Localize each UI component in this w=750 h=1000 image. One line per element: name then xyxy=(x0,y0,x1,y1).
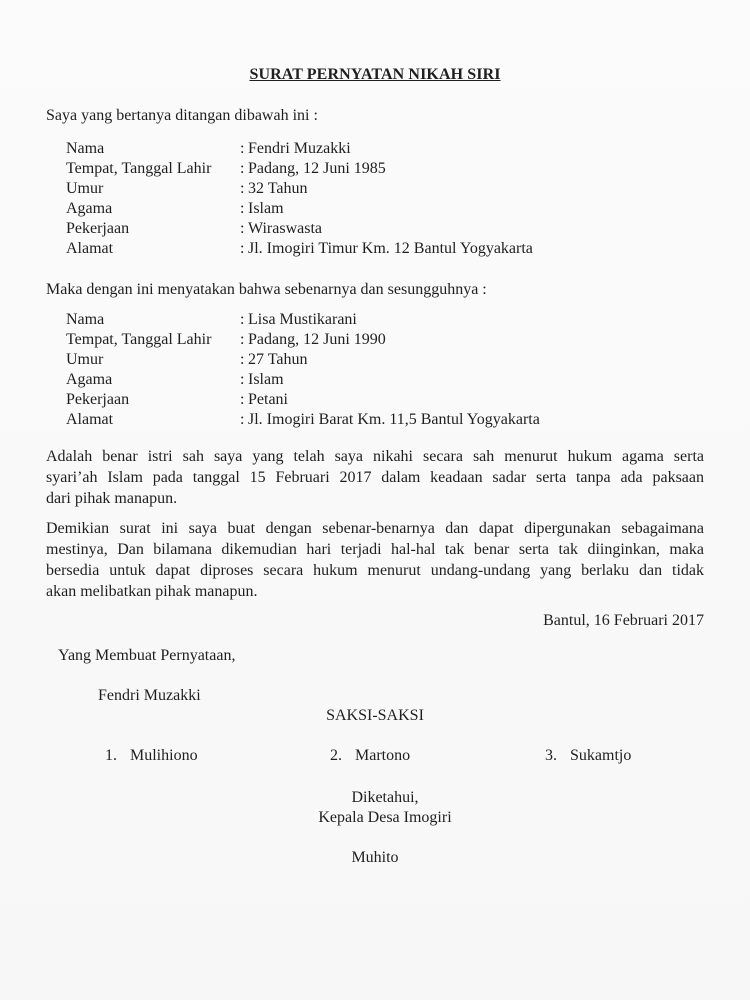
village-head-name: Muhito xyxy=(351,849,399,866)
field-value: Padang, 12 Juni 1990 xyxy=(248,331,386,348)
witness-name: Sukamtjo xyxy=(570,747,632,764)
document-title: SURAT PERNYATAN NIKAH SIRI xyxy=(249,66,501,83)
field-label: Pekerjaan xyxy=(66,220,130,237)
person2-identity xyxy=(66,310,540,430)
field-label: Agama xyxy=(66,200,113,217)
colon-separator: : xyxy=(240,411,245,428)
witness-name: Martono xyxy=(355,747,411,764)
witness-entry xyxy=(330,746,410,766)
field-label: Alamat xyxy=(66,411,114,428)
place-and-date: Bantul, 16 Februari 2017 xyxy=(543,612,704,629)
paragraph-line: akan melibatkan pihak manapun. xyxy=(46,583,258,600)
colon-separator: : xyxy=(240,331,245,348)
field-value: Fendri Muzakki xyxy=(248,140,351,157)
colon-separator: : xyxy=(240,240,245,257)
acknowledged-label: Diketahui, xyxy=(351,789,419,806)
identity-row xyxy=(66,410,540,430)
field-label: Alamat xyxy=(66,240,114,257)
identity-row xyxy=(66,350,540,370)
field-value: Islam xyxy=(248,200,284,217)
field-label: Pekerjaan xyxy=(66,391,130,408)
paragraph-line: Demikian surat ini saya buat dengan sebenar-benarnya dan dapat dipergunakan sebagaimana xyxy=(46,520,704,537)
witness-number: 3. xyxy=(545,747,557,764)
field-label: Nama xyxy=(66,140,105,157)
colon-separator: : xyxy=(240,351,245,368)
village-head-title: Kepala Desa Imogiri xyxy=(318,809,452,826)
colon-separator: : xyxy=(240,200,245,217)
paragraph-line: dari pihak manapun. xyxy=(46,490,178,507)
person1-identity xyxy=(66,139,533,259)
field-value: 32 Tahun xyxy=(248,180,308,197)
identity-row xyxy=(66,390,540,410)
field-value: Wiraswasta xyxy=(248,220,322,237)
colon-separator: : xyxy=(240,220,245,237)
colon-separator: : xyxy=(240,391,245,408)
field-label: Agama xyxy=(66,371,113,388)
witnesses-heading: SAKSI-SAKSI xyxy=(326,707,424,724)
paragraph-line: Adalah benar istri sah saya yang telah saya nikahi secara sah menurut hukum agama serta xyxy=(46,448,704,465)
paragraph-line: bersedia untuk dapat diproses secara hukum menurut undang-undang yang berlaku dan tidak xyxy=(46,562,704,579)
paragraph-line: mestinya, Dan bilamana dikemudian hari terjadi hal-hal tak benar serta tak diinginkan, maka xyxy=(46,541,704,558)
paragraph-line: syari’ah Islam pada tanggal 15 Februari 2017 dalam keadaan sadar serta tanpa ada paksaan xyxy=(46,469,704,486)
field-value: Lisa Mustikarani xyxy=(248,311,357,328)
colon-separator: : xyxy=(240,140,245,157)
intro-second-party: Maka dengan ini menyatakan bahwa sebenarnya dan sesungguhnya : xyxy=(46,281,487,298)
identity-row xyxy=(66,199,533,219)
field-value: Jl. Imogiri Barat Km. 11,5 Bantul Yogyakarta xyxy=(248,411,540,428)
field-label: Umur xyxy=(66,180,104,197)
declarant-name: Fendri Muzakki xyxy=(98,687,201,704)
field-label: Umur xyxy=(66,351,104,368)
witness-entry xyxy=(545,746,631,766)
identity-row xyxy=(66,310,540,330)
witness-name: Mulihiono xyxy=(130,747,198,764)
field-value: Padang, 12 Juni 1985 xyxy=(248,160,386,177)
statement-paragraph xyxy=(46,446,704,509)
intro-first-party: Saya yang bertanya ditangan dibawah ini : xyxy=(46,107,318,124)
field-value: Islam xyxy=(248,371,284,388)
identity-row xyxy=(66,370,540,390)
closing-paragraph xyxy=(46,518,704,602)
colon-separator: : xyxy=(240,160,245,177)
field-value: Jl. Imogiri Timur Km. 12 Bantul Yogyakarta xyxy=(248,240,533,257)
witness-number: 1. xyxy=(105,747,117,764)
colon-separator: : xyxy=(240,371,245,388)
identity-row xyxy=(66,179,533,199)
identity-row xyxy=(66,330,540,350)
colon-separator: : xyxy=(240,311,245,328)
identity-row xyxy=(66,139,533,159)
field-value: Petani xyxy=(248,391,288,408)
identity-row xyxy=(66,239,533,259)
witness-entry xyxy=(105,746,198,766)
colon-separator: : xyxy=(240,180,245,197)
declarant-label: Yang Membuat Pernyataan, xyxy=(58,647,236,664)
field-label: Tempat, Tanggal Lahir xyxy=(66,160,212,177)
identity-row xyxy=(66,219,533,239)
field-label: Nama xyxy=(66,311,105,328)
field-label: Tempat, Tanggal Lahir xyxy=(66,331,212,348)
field-value: 27 Tahun xyxy=(248,351,308,368)
identity-row xyxy=(66,159,533,179)
witness-number: 2. xyxy=(330,747,342,764)
